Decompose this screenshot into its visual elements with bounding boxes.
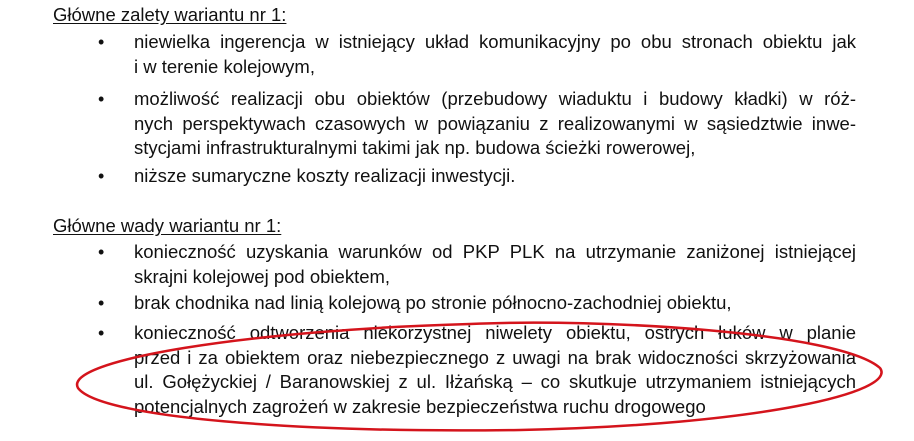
list-item-text: [134, 87, 856, 161]
bullet-icon: •: [98, 242, 105, 262]
list-item-text: [134, 291, 856, 316]
disadvantages-heading: Główne wady wariantu nr 1:: [53, 215, 282, 236]
text-line: nych perspektywach czasowych w powiązaniu z realizowanymi w sąsiedztwie inwe-: [134, 112, 856, 134]
bullet-icon: •: [98, 32, 105, 52]
list-item-text: [134, 30, 856, 79]
text-line: konieczność odtworzenia niekorzystnej niwelety obiektu, ostrych łuków w planie: [134, 322, 856, 343]
text-line: i w terenie kolejowym,: [134, 55, 315, 77]
bullet-icon: •: [98, 166, 105, 186]
text-line: skrajni kolejowej pod obiektem,: [134, 265, 391, 287]
bullet-icon: •: [98, 323, 105, 343]
list-item-text: [134, 321, 856, 419]
text-line: możliwość realizacji obu obiektów (przebudowy wiaduktu i budowy kładki) w róż-: [134, 88, 856, 109]
text-line: ul. Gołężyckiej / Baranowskiej z ul. Iłżańską – co skutkuje utrzymaniem istniejących: [134, 371, 856, 392]
bullet-icon: •: [98, 89, 105, 109]
list-item-text: [134, 164, 856, 189]
text-line: przed i za obiektem oraz niebezpiecznego z uwagi na brak widoczności skrzyżowania: [134, 346, 856, 368]
bullet-icon: •: [98, 293, 105, 313]
text-line: potencjalnych zagrożeń w zakresie bezpieczeństwa ruchu drogowego: [134, 395, 706, 417]
text-line: niewielka ingerencja w istniejący układ komunikacyjny po obu stronach obiektu jak: [134, 31, 856, 52]
text-line: stycjami infrastrukturalnymi takimi jak np. budowa ścieżki rowerowej,: [134, 137, 696, 158]
list-item-text: [134, 240, 856, 289]
advantages-heading: Główne zalety wariantu nr 1:: [53, 4, 287, 25]
text-line: brak chodnika nad linią kolejową po stronie północno-zachodniej obiektu,: [134, 292, 732, 313]
text-line: konieczność uzyskania warunków od PKP PLK na utrzymanie zaniżonej istniejącej: [134, 241, 856, 262]
text-line: niższe sumaryczne koszty realizacji inwestycji.: [134, 165, 516, 186]
